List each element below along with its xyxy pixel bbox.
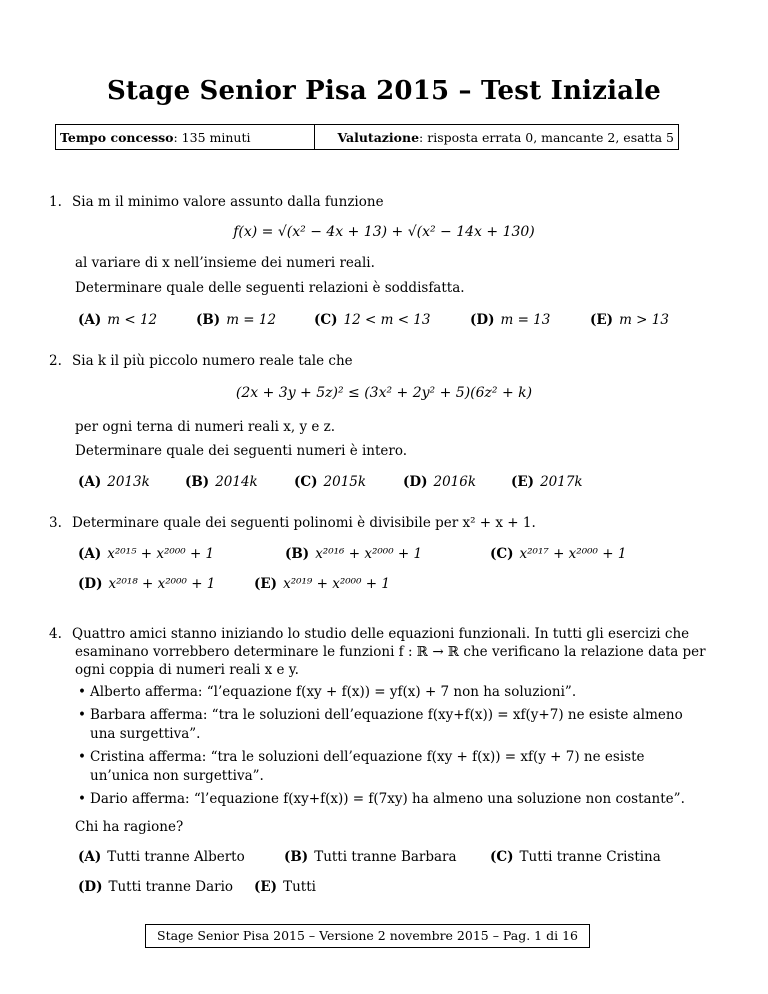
page-title: Stage Senior Pisa 2015 – Test Iniziale [106, 76, 662, 106]
question-1-text: 1. Sia m il minimo valore assunto dalla funzione [49, 194, 384, 210]
question-1-option-a[interactable]: (A) m < 12 [78, 312, 158, 328]
bullet-item-alberto: • Alberto afferma: “l’equazione f(xy + f(x)) = yf(x) + 7 non ha soluzioni”. [78, 684, 577, 700]
question-2-option-e[interactable]: (E) 2017k [511, 474, 583, 490]
question-1-text-2: al variare di x nell’insieme dei numeri reali. [75, 255, 375, 271]
question-4-text-2: esaminano vorrebbero determinare le funzioni f : ℝ → ℝ che verificano la relazione data per [75, 644, 706, 660]
question-2-text-3: Determinare quale dei seguenti numeri è intero. [75, 443, 408, 459]
question-1-option-e[interactable]: (E) m > 13 [590, 312, 669, 328]
question-4-prompt: Chi ha ragione? [75, 819, 184, 835]
bullet-icon: • [78, 684, 86, 700]
question-2-text-2: per ogni terna di numeri reali x, y e z. [75, 419, 336, 435]
question-4-option-a[interactable]: (A) Tutti tranne Alberto [78, 849, 245, 865]
question-4-text-1: 4. Quattro amici stanno iniziando lo studio delle equazioni funzionali. In tutti gli esercizi che [49, 626, 690, 642]
question-4-option-e[interactable]: (E) Tutti [254, 879, 316, 895]
question-2-option-b[interactable]: (B) 2014k [185, 474, 258, 490]
question-4-text-3: ogni coppia di numeri reali x e y. [75, 662, 299, 678]
bullet-item-barbara: • Barbara afferma: “tra le soluzioni dell’equazione f(xy+f(x)) = xf(y+7) ne esiste almeno una surgettiva”. [78, 707, 683, 742]
question-4-option-d[interactable]: (D) Tutti tranne Dario [78, 879, 234, 895]
question-2-formula: (2x + 3y + 5z)² ≤ (3x² + 2y² + 5)(6z² + k) [235, 385, 533, 401]
question-1-option-c[interactable]: (C) 12 < m < 13 [314, 312, 431, 328]
bullet-item-cristina: • Cristina afferma: “tra le soluzioni dell’equazione f(xy + f(x)) = xf(y + 7) ne esiste un’unica non surgettiva”. [78, 749, 645, 784]
question-2-option-a[interactable]: (A) 2013k [78, 474, 150, 490]
question-3-option-a[interactable]: (A) x²⁰¹⁵ + x²⁰⁰⁰ + 1 [78, 546, 215, 562]
question-3-text: 3. Determinare quale dei seguenti polinomi è divisibile per x² + x + 1. [49, 515, 536, 531]
info-box [55, 124, 679, 150]
question-1-text-3: Determinare quale delle seguenti relazioni è soddisfatta. [75, 280, 465, 296]
bullet-icon: • [78, 749, 86, 765]
bullet-item-dario: • Dario afferma: “l’equazione f(xy+f(x)) = f(7xy) ha almeno una soluzione non costante”. [78, 791, 685, 807]
question-3-option-e[interactable]: (E) x²⁰¹⁹ + x²⁰⁰⁰ + 1 [254, 576, 390, 592]
question-2-text: 2. Sia k il più piccolo numero reale tale che [49, 353, 353, 369]
question-2-option-c[interactable]: (C) 2015k [294, 474, 367, 490]
page-footer: Stage Senior Pisa 2015 – Versione 2 novembre 2015 – Pag. 1 di 16 [145, 924, 590, 948]
info-divider [314, 125, 315, 149]
question-3-option-d[interactable]: (D) x²⁰¹⁸ + x²⁰⁰⁰ + 1 [78, 576, 216, 592]
question-2-option-d[interactable]: (D) 2016k [403, 474, 477, 490]
question-4-option-b[interactable]: (B) Tutti tranne Barbara [284, 849, 457, 865]
bullet-icon: • [78, 791, 86, 807]
question-1-formula: f(x) = √(x² − 4x + 13) + √(x² − 14x + 130) [233, 224, 535, 240]
question-4-option-c[interactable]: (C) Tutti tranne Cristina [490, 849, 661, 865]
question-1-option-b[interactable]: (B) m = 12 [196, 312, 277, 328]
bullet-icon: • [78, 707, 86, 723]
evaluation-info: Valutazione: risposta errata 0, mancante 2, esatta 5 [337, 129, 674, 145]
question-3-option-b[interactable]: (B) x²⁰¹⁶ + x²⁰⁰⁰ + 1 [285, 546, 423, 562]
question-1-option-d[interactable]: (D) m = 13 [470, 312, 551, 328]
time-info: Tempo concesso: 135 minuti [60, 129, 251, 145]
question-3-option-c[interactable]: (C) x²⁰¹⁷ + x²⁰⁰⁰ + 1 [490, 546, 627, 562]
